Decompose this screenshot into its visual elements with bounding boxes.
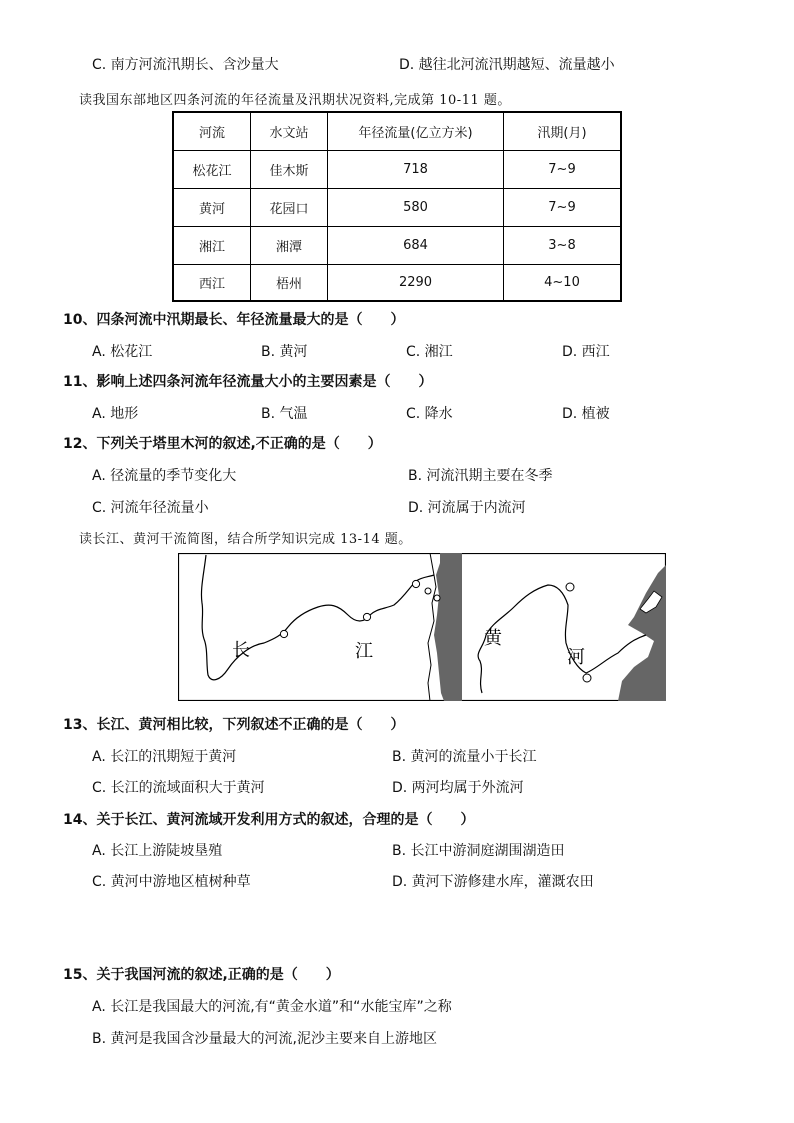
cell-station: 花园口 <box>251 188 328 226</box>
cell-river: 湘江 <box>173 226 251 264</box>
city-marker <box>566 583 574 591</box>
question-12: 12、下列关于塔里木河的叙述,不正确的是（ ） <box>63 436 382 452</box>
q12-option-a[interactable]: A. 径流量的季节变化大 <box>92 468 237 484</box>
table-header-row <box>173 112 621 150</box>
question-13: 13、长江、黄河相比较，下列叙述不正确的是（ ） <box>63 717 405 733</box>
question-10: 10、四条河流中汛期最长、年径流量最大的是（ ） <box>63 312 405 328</box>
q11-option-b[interactable]: B. 气温 <box>261 406 308 422</box>
cell-flood: 4~10 <box>504 264 622 301</box>
yangtze-label-2: 江 <box>355 641 373 662</box>
table-row <box>173 264 621 301</box>
cell-runoff: 684 <box>328 226 504 264</box>
q10-option-c[interactable]: C. 湘江 <box>406 344 453 360</box>
q10-option-b[interactable]: B. 黄河 <box>261 344 308 360</box>
prev-option-d: D. 越往北河流汛期越短、流量越小 <box>399 57 615 73</box>
header-annual-runoff: 年径流量(亿立方米) <box>328 112 504 150</box>
header-station: 水文站 <box>251 112 328 150</box>
q15-option-b[interactable]: B. 黄河是我国含沙量最大的河流,泥沙主要来自上游地区 <box>92 1031 437 1047</box>
q13-option-c[interactable]: C. 长江的流域面积大于黄河 <box>92 780 265 796</box>
cell-river: 松花江 <box>173 150 251 188</box>
q10-option-d[interactable]: D. 西江 <box>562 344 610 360</box>
header-flood-season: 汛期(月) <box>504 112 622 150</box>
river-sketch-map <box>178 553 666 701</box>
intro-10-11: 读我国东部地区四条河流的年径流量及汛期状况资料,完成第 10-11 题。 <box>79 93 511 108</box>
question-11: 11、影响上述四条河流年径流量大小的主要因素是（ ） <box>63 374 433 390</box>
river-map-svg <box>178 553 666 701</box>
city-marker <box>583 674 591 682</box>
q13-option-b[interactable]: B. 黄河的流量小于长江 <box>392 749 537 765</box>
yellow-river-label-2: 河 <box>567 647 585 668</box>
city-marker <box>434 595 440 601</box>
cell-station: 梧州 <box>251 264 328 301</box>
cell-station: 佳木斯 <box>251 150 328 188</box>
cell-river: 西江 <box>173 264 251 301</box>
city-marker <box>363 613 370 620</box>
q11-option-a[interactable]: A. 地形 <box>92 406 139 422</box>
q14-option-d[interactable]: D. 黄河下游修建水库，灌溉农田 <box>392 874 594 890</box>
cell-river: 黄河 <box>173 188 251 226</box>
table-row <box>173 188 621 226</box>
q11-option-d[interactable]: D. 植被 <box>562 406 610 422</box>
yellow-river-label-1: 黄 <box>484 628 502 649</box>
table-row <box>173 150 621 188</box>
cell-flood: 7~9 <box>504 150 622 188</box>
q14-option-a[interactable]: A. 长江上游陡坡垦殖 <box>92 843 223 859</box>
cell-runoff: 2290 <box>328 264 504 301</box>
q12-option-c[interactable]: C. 河流年径流量小 <box>92 500 209 516</box>
question-15: 15、关于我国河流的叙述,正确的是（ ） <box>63 967 340 983</box>
city-marker <box>412 580 419 587</box>
question-14: 14、关于长江、黄河流域开发利用方式的叙述，合理的是（ ） <box>63 812 475 828</box>
cell-flood: 3~8 <box>504 226 622 264</box>
q11-option-c[interactable]: C. 降水 <box>406 406 453 422</box>
q12-option-b[interactable]: B. 河流汛期主要在冬季 <box>408 468 553 484</box>
cell-runoff: 718 <box>328 150 504 188</box>
yangtze-label-1: 长 <box>232 640 250 661</box>
cell-flood: 7~9 <box>504 188 622 226</box>
q13-option-a[interactable]: A. 长江的汛期短于黄河 <box>92 749 237 765</box>
prev-option-c: C. 南方河流汛期长、含沙量大 <box>92 57 279 73</box>
q10-option-a[interactable]: A. 松花江 <box>92 344 153 360</box>
cell-station: 湘潭 <box>251 226 328 264</box>
q14-option-b[interactable]: B. 长江中游洞庭湖围湖造田 <box>392 843 565 859</box>
table-row <box>173 226 621 264</box>
city-marker <box>280 630 287 637</box>
q13-option-d[interactable]: D. 两河均属于外流河 <box>392 780 524 796</box>
cell-runoff: 580 <box>328 188 504 226</box>
q14-option-c[interactable]: C. 黄河中游地区植树种草 <box>92 874 251 890</box>
city-marker <box>425 588 431 594</box>
q15-option-a[interactable]: A. 长江是我国最大的河流,有“黄金水道”和“水能宝库”之称 <box>92 999 452 1015</box>
intro-13-14: 读长江、黄河干流简图，结合所学知识完成 13-14 题。 <box>79 532 412 547</box>
header-river: 河流 <box>173 112 251 150</box>
q12-option-d[interactable]: D. 河流属于内流河 <box>408 500 526 516</box>
river-hydrology-table <box>172 111 622 302</box>
